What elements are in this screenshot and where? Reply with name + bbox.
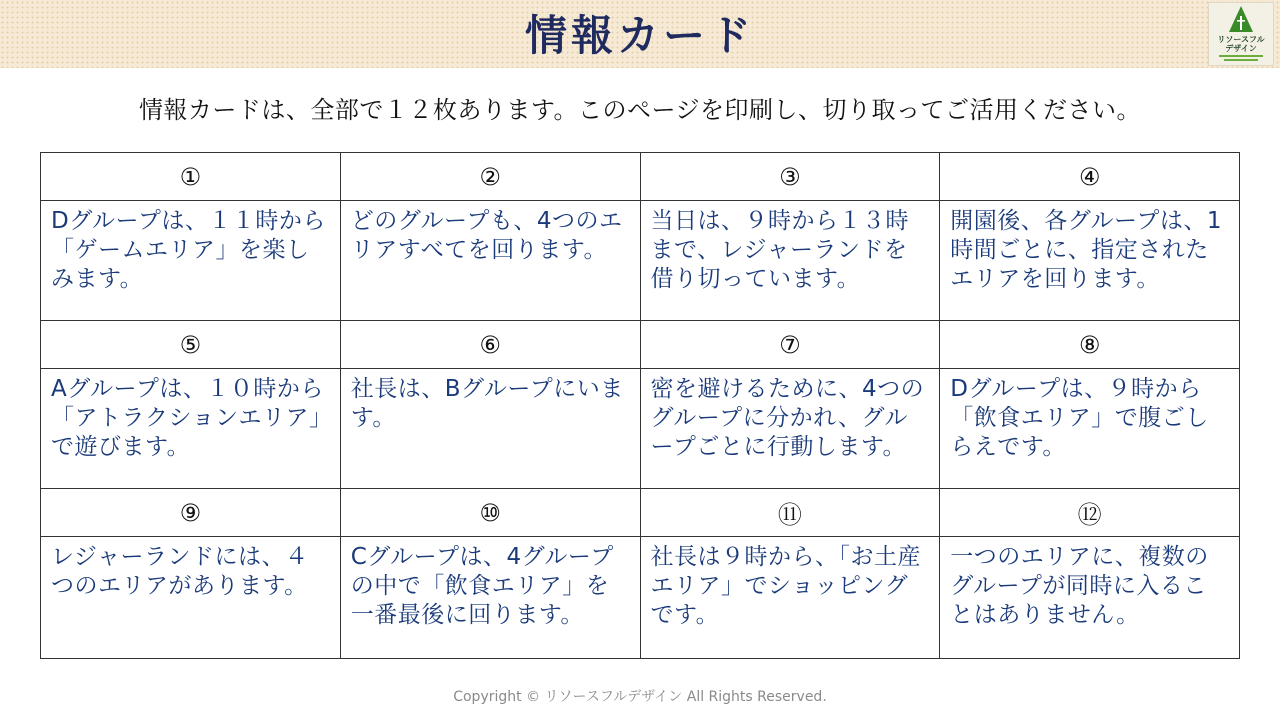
card-text: 社長は９時から、「お土産エリア」でショッピングです。 <box>640 537 940 659</box>
card-text: 当日は、９時から１３時まで、レジャーランドを借り切っています。 <box>640 201 940 321</box>
card-text: 密を避けるために、4つのグループに分かれ、グループごとに行動します。 <box>640 369 940 489</box>
tree-icon <box>1228 5 1254 35</box>
logo-decoration <box>1224 59 1258 61</box>
card-text: 一つのエリアに、複数のグループが同時に入ることはありません。 <box>940 537 1240 659</box>
card-number: ⑪ <box>640 489 940 537</box>
card-number: ⑤ <box>41 321 341 369</box>
logo-text-line1: リソースフル <box>1217 35 1265 44</box>
page-title: 情報カード <box>524 11 755 60</box>
card-text: Aグループは、１０時から「アトラクションエリア」で遊びます。 <box>41 369 341 489</box>
card-text: 開園後、各グループは、1時間ごとに、指定されたエリアを回ります。 <box>940 201 1240 321</box>
card-text: レジャーランドには、４つのエリアがあります。 <box>41 537 341 659</box>
card-number: ⑩ <box>340 489 640 537</box>
company-logo <box>1208 2 1274 66</box>
card-text: 社長は、Bグループにいます。 <box>340 369 640 489</box>
card-number: ⑧ <box>940 321 1240 369</box>
card-number: ⑦ <box>640 321 940 369</box>
card-number: ⑥ <box>340 321 640 369</box>
logo-decoration <box>1219 55 1263 57</box>
card-number: ① <box>41 153 341 201</box>
card-number: ⑫ <box>940 489 1240 537</box>
card-number: ② <box>340 153 640 201</box>
card-text: Cグループは、4グループの中で「飲食エリア」を一番最後に回ります。 <box>340 537 640 659</box>
info-card-grid <box>40 152 1240 659</box>
card-text: Dグループは、１１時から「ゲームエリア」を楽しみます。 <box>41 201 341 321</box>
card-number: ⑨ <box>41 489 341 537</box>
card-number: ④ <box>940 153 1240 201</box>
card-number: ③ <box>640 153 940 201</box>
logo-text-line2: デザイン <box>1225 44 1257 53</box>
intro-text: 情報カードは、全部で１２枚あります。このページを印刷し、切り取ってご活用ください。 <box>138 96 1142 124</box>
card-text: どのグループも、4つのエリアすべてを回ります。 <box>340 201 640 321</box>
copyright-text: Copyright © リソースフルデザイン All Rights Reserved. <box>453 689 827 705</box>
card-text: Dグループは、９時から「飲食エリア」で腹ごしらえです。 <box>940 369 1240 489</box>
